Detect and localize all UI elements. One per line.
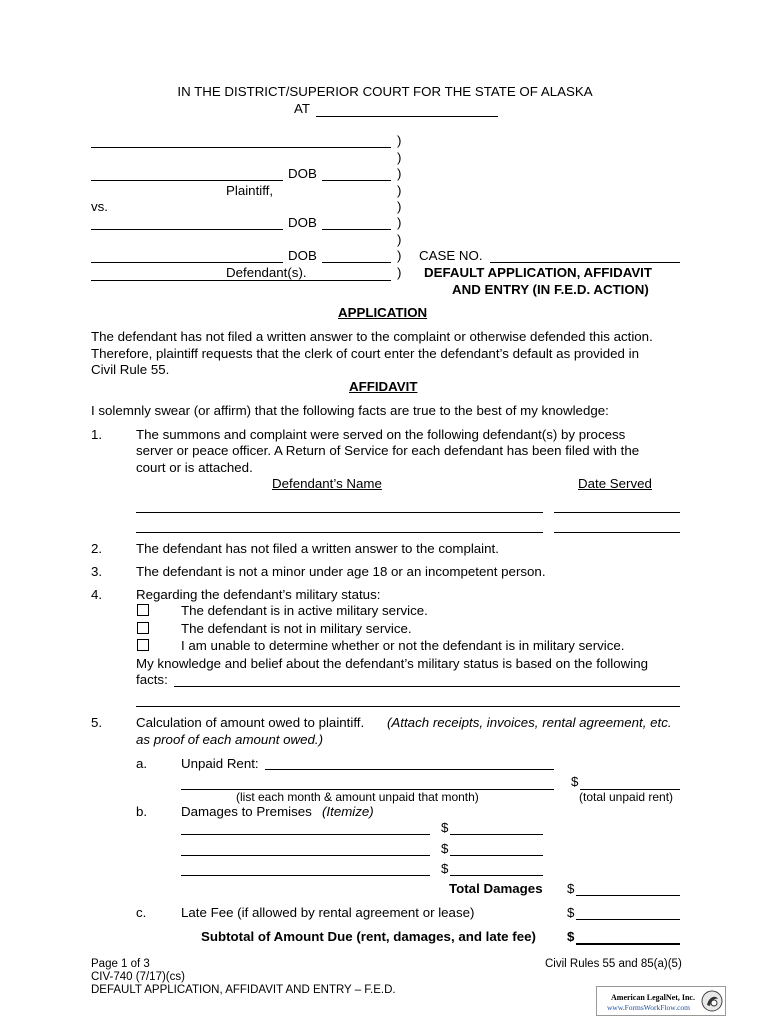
form-number: CIV-740 (7/17)(cs) xyxy=(91,971,185,983)
caption-paren: ) xyxy=(397,199,402,214)
unpaid-rent-dollar-sign: $ xyxy=(571,774,579,789)
item5-number: 5. xyxy=(91,715,103,730)
caption-paren: ) xyxy=(397,150,402,165)
late-fee-dollar-sign: $ xyxy=(567,905,575,920)
defendant-name-field-1[interactable] xyxy=(91,229,283,230)
at-label: AT xyxy=(294,101,311,116)
form-title-footer: DEFAULT APPLICATION, AFFIDAVIT AND ENTRY – F.E.D. xyxy=(91,984,396,996)
date-served-column-header: Date Served xyxy=(578,476,652,491)
plaintiff-dob-field[interactable] xyxy=(322,180,391,181)
unable-to-determine-checkbox[interactable] xyxy=(137,639,149,651)
logo-url: www.FormsWorkFlow.com xyxy=(607,1003,691,1012)
affidavit-heading: AFFIDAVIT xyxy=(349,379,418,394)
item1-number: 1. xyxy=(91,427,103,442)
item1-text-line1: The summons and complaint were served on the following defendant(s) by process xyxy=(136,427,626,442)
total-damages-label: Total Damages xyxy=(449,881,543,896)
item3-text: The defendant is not a minor under age 18 or an incompetent person. xyxy=(136,564,546,579)
damages-label: Damages to Premises xyxy=(181,804,312,819)
item2-number: 2. xyxy=(91,541,103,556)
defendants-name-column-header: Defendant’s Name xyxy=(272,476,382,491)
item5-note-line1: (Attach receipts, invoices, rental agreement, etc. xyxy=(387,715,672,730)
application-heading: APPLICATION xyxy=(338,305,428,320)
application-text-line3: Civil Rule 55. xyxy=(91,362,170,377)
active-military-option: The defendant is in active military service. xyxy=(181,603,428,618)
damage-item-field-1[interactable] xyxy=(181,834,430,835)
damage-amount-field-1[interactable] xyxy=(450,834,543,835)
court-location-field[interactable] xyxy=(316,116,498,117)
not-military-option: The defendant is not in military service. xyxy=(181,621,412,636)
damage-amount-field-2[interactable] xyxy=(450,855,543,856)
unpaid-rent-field-1[interactable] xyxy=(265,769,554,770)
document-title-line1: DEFAULT APPLICATION, AFFIDAVIT xyxy=(424,265,653,280)
plaintiff-name-field-1[interactable] xyxy=(91,147,391,148)
case-no-field[interactable] xyxy=(490,262,680,263)
late-fee-field[interactable] xyxy=(576,919,680,920)
defendant-name-field-2[interactable] xyxy=(91,262,283,263)
plaintiff-label: Plaintiff, xyxy=(226,183,274,198)
damages-itemize-note: (Itemize) xyxy=(322,804,374,819)
total-unpaid-rent-hint: (total unpaid rent) xyxy=(579,790,674,804)
application-text-line2: Therefore, plaintiff requests that the clerk of court enter the defendant’s default as provided in xyxy=(91,346,639,361)
defendants-label: Defendant(s). xyxy=(226,265,307,280)
caption-paren: ) xyxy=(397,265,402,280)
item1-text-line2: server or peace officer. A Return of Service for each defendant has been filed with the xyxy=(136,443,640,458)
active-military-checkbox[interactable] xyxy=(137,604,149,616)
item5-text: Calculation of amount owed to plaintiff. xyxy=(136,715,365,730)
damage-amount-field-3[interactable] xyxy=(450,875,543,876)
facts-label: facts: xyxy=(136,672,168,687)
served-defendant-name-field-1[interactable] xyxy=(136,512,543,513)
american-legalnet-logo xyxy=(596,986,726,1016)
unpaid-rent-label: Unpaid Rent: xyxy=(181,756,259,771)
defendant1-dob-field[interactable] xyxy=(322,229,391,230)
subtotal-dollar-sign: $ xyxy=(567,929,575,944)
total-damages-dollar-sign: $ xyxy=(567,881,575,896)
defendant2-dob-field[interactable] xyxy=(322,262,391,263)
item5b-letter: b. xyxy=(136,804,148,819)
caption-paren: ) xyxy=(397,166,402,181)
unable-to-determine-option: I am unable to determine whether or not the defendant is in military service. xyxy=(181,638,625,653)
caption-paren: ) xyxy=(397,183,402,198)
item1-text-line3: court or is attached. xyxy=(136,460,253,475)
item5a-letter: a. xyxy=(136,756,148,771)
military-facts-field-2[interactable] xyxy=(136,706,680,707)
late-fee-label: Late Fee (if allowed by rental agreement or lease) xyxy=(181,905,475,920)
not-military-checkbox[interactable] xyxy=(137,622,149,634)
subtotal-field[interactable] xyxy=(576,943,680,945)
court-title: IN THE DISTRICT/SUPERIOR COURT FOR THE STATE OF ALASKA xyxy=(177,84,593,99)
civil-rules-reference: Civil Rules 55 and 85(a)(5) xyxy=(545,958,682,970)
item4-text: Regarding the defendant’s military status: xyxy=(136,587,381,602)
date-served-field-2[interactable] xyxy=(554,532,680,533)
caption-paren: ) xyxy=(397,215,402,230)
logo-company-name: American LegalNet, Inc. xyxy=(611,993,695,1002)
subtotal-label: Subtotal of Amount Due (rent, damages, and late fee) xyxy=(201,929,536,944)
caption-paren: ) xyxy=(397,248,402,263)
document-title-line2: AND ENTRY (IN F.E.D. ACTION) xyxy=(452,282,649,297)
plaintiff-name-field-2[interactable] xyxy=(91,180,283,181)
damage-item-dollar-sign: $ xyxy=(441,841,449,856)
unpaid-rent-hint: (list each month & amount unpaid that month) xyxy=(236,790,479,804)
caption-paren: ) xyxy=(397,133,402,148)
item5c-letter: c. xyxy=(136,905,147,920)
total-damages-field[interactable] xyxy=(576,895,680,896)
item5-note-line2: as proof of each amount owed.) xyxy=(136,732,324,747)
item3-number: 3. xyxy=(91,564,103,579)
case-no-label: CASE NO. xyxy=(419,248,483,263)
served-defendant-name-field-2[interactable] xyxy=(136,532,543,533)
military-facts-field-1[interactable] xyxy=(174,686,680,687)
page-number: Page 1 of 3 xyxy=(91,958,150,970)
vs-label: vs. xyxy=(91,199,108,214)
damage-item-dollar-sign: $ xyxy=(441,861,449,876)
caption-paren: ) xyxy=(397,232,402,247)
application-text-line1: The defendant has not filed a written answer to the complaint or otherwise defended this action. xyxy=(91,329,653,344)
date-served-field-1[interactable] xyxy=(554,512,680,513)
military-belief-text: My knowledge and belief about the defendant’s military status is based on the following xyxy=(136,656,649,671)
plaintiff-dob-label: DOB xyxy=(288,166,317,181)
damage-item-dollar-sign: $ xyxy=(441,820,449,835)
legalnet-emblem-icon xyxy=(701,990,723,1012)
damage-item-field-2[interactable] xyxy=(181,855,430,856)
defendant1-dob-label: DOB xyxy=(288,215,317,230)
affidavit-oath: I solemnly swear (or affirm) that the following facts are true to the best of my knowledge: xyxy=(91,403,609,418)
defendant2-dob-label: DOB xyxy=(288,248,317,263)
item2-text: The defendant has not filed a written answer to the complaint. xyxy=(136,541,499,556)
damage-item-field-3[interactable] xyxy=(181,875,430,876)
item4-number: 4. xyxy=(91,587,103,602)
